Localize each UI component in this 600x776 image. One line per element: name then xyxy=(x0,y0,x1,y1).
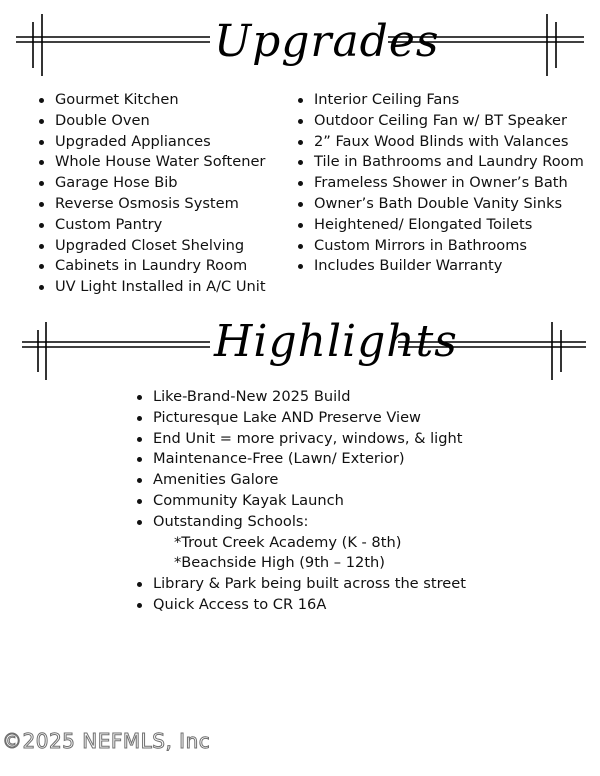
list-item: Owner’s Bath Double Vanity Sinks xyxy=(296,194,584,215)
copyright-watermark: ©2025 NEFMLS, Inc xyxy=(2,729,211,753)
list-item: Outstanding Schools: xyxy=(135,512,466,533)
list-item: Tile in Bathrooms and Laundry Room xyxy=(296,152,584,173)
list-item: Interior Ceiling Fans xyxy=(296,90,584,111)
list-item: Outdoor Ceiling Fan w/ BT Speaker xyxy=(296,111,584,132)
list-subitem: *Beachside High (9th – 12th) xyxy=(174,554,385,572)
list-item: Library & Park being built across the street xyxy=(135,574,466,595)
list-item: Reverse Osmosis System xyxy=(37,194,266,215)
upgrades-title: Upgrades xyxy=(214,16,440,67)
list-item: Custom Pantry xyxy=(37,215,266,236)
list-item: Gourmet Kitchen xyxy=(37,90,266,111)
list-subitem: *Trout Creek Academy (K - 8th) xyxy=(174,533,402,551)
list-item: Double Oven xyxy=(37,111,266,132)
upgrades-right-list xyxy=(296,90,584,277)
list-item: 2” Faux Wood Blinds with Valances xyxy=(296,132,584,153)
list-item: Cabinets in Laundry Room xyxy=(37,256,266,277)
list-item: Upgraded Closet Shelving xyxy=(37,236,266,257)
list-item: Amenities Galore xyxy=(135,470,466,491)
highlights-title: Highlights xyxy=(214,316,458,367)
highlights-list xyxy=(135,387,466,616)
list-item: Like-Brand-New 2025 Build xyxy=(135,387,466,408)
list-item: Garage Hose Bib xyxy=(37,173,266,194)
list-item: Picturesque Lake AND Preserve View xyxy=(135,408,466,429)
list-item: End Unit = more privacy, windows, & light xyxy=(135,429,466,450)
list-item: Whole House Water Softener xyxy=(37,152,266,173)
list-item: Maintenance-Free (Lawn/ Exterior) xyxy=(135,449,466,470)
list-item: Heightened/ Elongated Toilets xyxy=(296,215,584,236)
list-item: Frameless Shower in Owner’s Bath xyxy=(296,173,584,194)
list-item: Includes Builder Warranty xyxy=(296,256,584,277)
list-item: Quick Access to CR 16A xyxy=(135,595,466,616)
list-item: UV Light Installed in A/C Unit xyxy=(37,277,266,298)
list-item: Upgraded Appliances xyxy=(37,132,266,153)
list-item: Custom Mirrors in Bathrooms xyxy=(296,236,584,257)
upgrades-left-list xyxy=(37,90,266,298)
list-item: Community Kayak Launch xyxy=(135,491,466,512)
